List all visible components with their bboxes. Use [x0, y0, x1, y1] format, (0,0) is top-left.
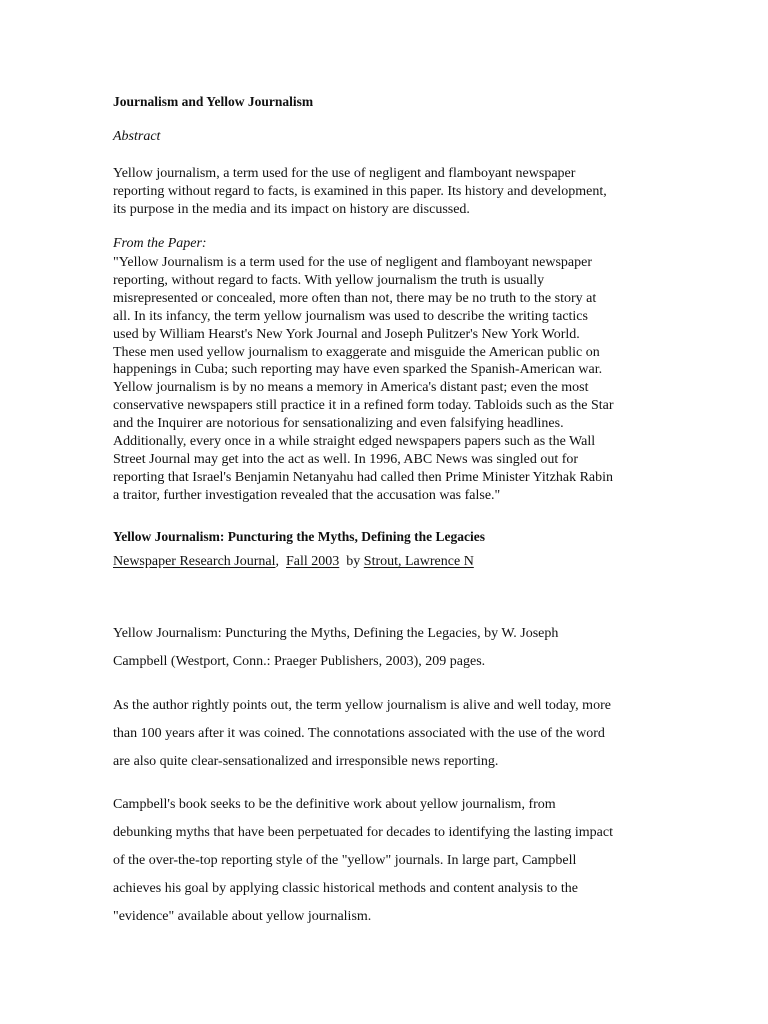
citation-comma: ,: [275, 554, 279, 569]
abstract-line: reporting without regard to facts, is examined in this paper. Its history and development,: [113, 184, 607, 199]
excerpt-line: used by William Hearst's New York Journal and Joseph Pulitzer's New York World.: [113, 326, 580, 342]
excerpt-line: misrepresented or concealed, more often than not, there may be no truth to the story at: [113, 290, 597, 306]
abstract-heading: Abstract: [113, 129, 161, 144]
issue-link[interactable]: Fall 2003: [286, 554, 340, 569]
excerpt-line: These men used yellow journalism to exaggerate and misguide the American public on: [113, 344, 600, 360]
review-line: Campbell's book seeks to be the definitive work about yellow journalism, from: [113, 797, 556, 812]
author-link[interactable]: Strout, Lawrence N: [363, 554, 474, 569]
excerpt-line: and the Inquirer are notorious for sensationalizing and even falsifying headlines.: [113, 416, 564, 432]
review-line: As the author rightly points out, the term yellow journalism is alive and well today, more: [113, 698, 611, 713]
review-title: Yellow Journalism: Puncturing the Myths, Defining the Legacies: [113, 529, 485, 544]
review-line: debunking myths that have been perpetuated for decades to identifying the lasting impact: [113, 825, 613, 840]
abstract-line: its purpose in the media and its impact on history are discussed.: [113, 202, 470, 217]
review-line: of the over-the-top reporting style of the "yellow" journals. In large part, Campbell: [113, 853, 577, 868]
document-title: Journalism and Yellow Journalism: [113, 94, 314, 109]
citation-by: by: [346, 554, 361, 569]
review-paragraph: [113, 791, 673, 931]
excerpt-line: conservative newspapers still practice it in a refined form today. Tabloids such as the Star: [113, 398, 614, 414]
excerpt-line: Yellow journalism is by no means a memory in America's distant past; even the most: [113, 380, 589, 396]
paper-excerpt: [113, 254, 658, 505]
review-line: achieves his goal by applying classic historical methods and content analysis to the: [113, 881, 579, 896]
review-line: Campbell (Westport, Conn.: Praeger Publishers, 2003), 209 pages.: [113, 654, 486, 669]
review-line: are also quite clear-sensationalized and irresponsible news reporting.: [113, 754, 499, 769]
excerpt-line: a traitor, further investigation revealed that the accusation was false.": [113, 487, 501, 503]
abstract-body: [113, 165, 658, 219]
review-line: Yellow Journalism: Puncturing the Myths, Defining the Legacies, by W. Joseph: [113, 626, 559, 641]
review-paragraph: [113, 692, 673, 776]
excerpt-line: all. In its infancy, the term yellow journalism was used to describe the writing tactics: [113, 308, 588, 324]
excerpt-line: Street Journal may get into the act as well. In 1996, ABC News was singled out for: [113, 451, 579, 467]
excerpt-line: "Yellow Journalism is a term used for the use of negligent and flamboyant newspaper: [113, 255, 593, 270]
review-line: than 100 years after it was coined. The connotations associated with the use of the word: [113, 726, 605, 741]
excerpt-line: happenings in Cuba; such reporting may have even sparked the Spanish-American war.: [113, 362, 603, 378]
abstract-line: Yellow journalism, a term used for the use of negligent and flamboyant newspaper: [113, 166, 576, 181]
excerpt-line: reporting, without regard to facts. With yellow journalism the truth is usually: [113, 272, 545, 288]
from-the-paper-heading: From the Paper:: [113, 236, 207, 251]
citation-line: [113, 554, 474, 570]
review-line: "evidence" available about yellow journalism.: [113, 909, 372, 924]
journal-link[interactable]: Newspaper Research Journal: [113, 554, 276, 569]
review-paragraph: [113, 620, 673, 676]
excerpt-line: reporting that Israel's Benjamin Netanyahu had called then Prime Minister Yitzhak Rabin: [113, 469, 614, 485]
excerpt-line: Additionally, every once in a while straight edged newspapers papers such as the Wall: [113, 434, 596, 450]
